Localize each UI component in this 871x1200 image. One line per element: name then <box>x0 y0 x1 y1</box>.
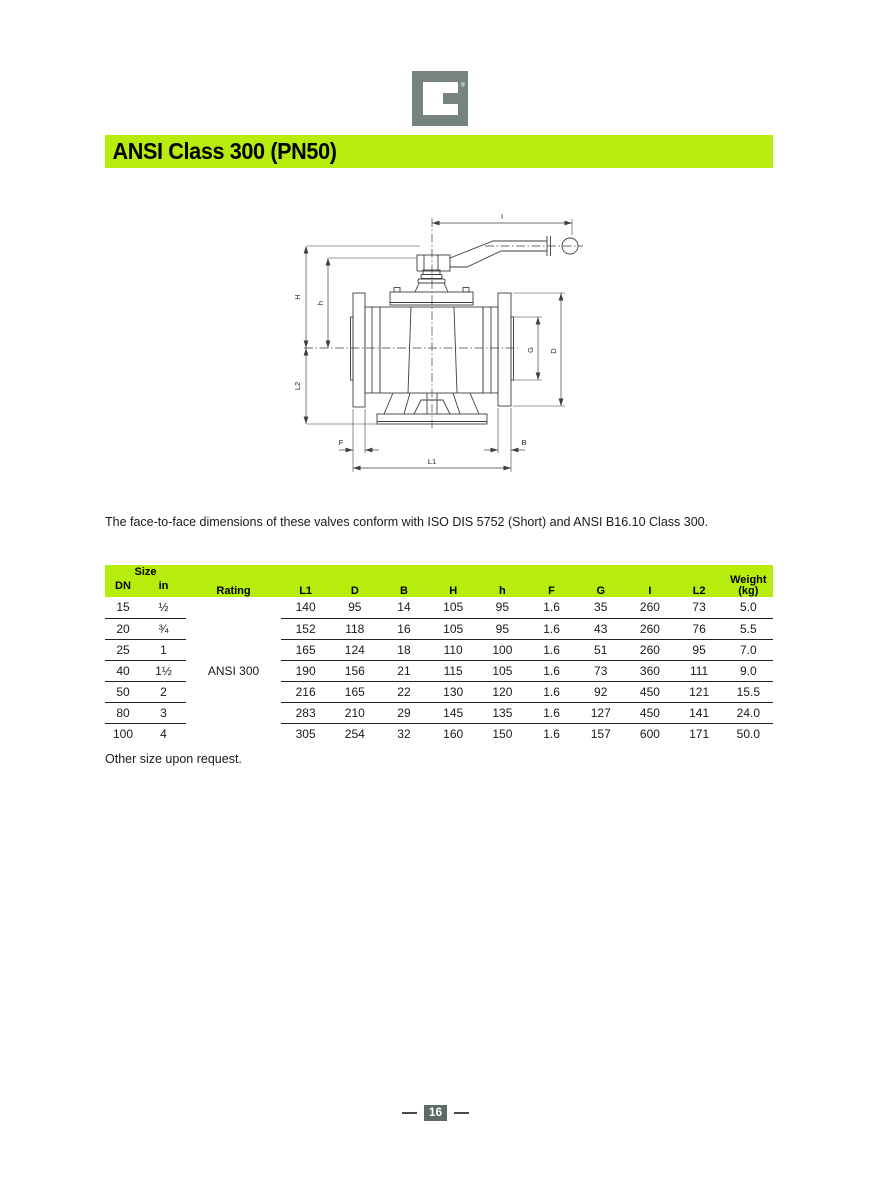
cell-value: 73 <box>576 660 625 681</box>
cell-value: 600 <box>625 723 674 744</box>
cell-dn: 80 <box>105 702 141 723</box>
cell-value: 450 <box>625 702 674 723</box>
header-size: Size <box>105 565 186 579</box>
cell-value: 15.5 <box>724 681 773 702</box>
cell-value: 14 <box>397 600 411 615</box>
cell-value: 171 <box>675 723 724 744</box>
centerlines-group <box>304 218 583 431</box>
cell-value: 16 <box>379 618 428 639</box>
cell-value: 216 <box>281 681 330 702</box>
cell-value: 22 <box>379 681 428 702</box>
header-weight-line1: Weight <box>730 574 767 586</box>
cell-value: 95 <box>495 600 510 615</box>
cell-value: 260 <box>625 618 674 639</box>
header-dn: DN <box>105 579 141 597</box>
cell-value: 130 <box>429 681 478 702</box>
cell-value: 105 <box>478 660 527 681</box>
footer-dash-left <box>402 1112 417 1114</box>
cell-in: 4 <box>141 723 186 744</box>
page-footer <box>0 1104 871 1122</box>
cell-value: 450 <box>625 681 674 702</box>
cell-value: 100 <box>478 639 527 660</box>
cell-value: 1.6 <box>527 681 576 702</box>
cell-value: 152 <box>281 618 330 639</box>
cell-in: ¾ <box>141 618 186 639</box>
cell-value: 360 <box>625 660 674 681</box>
table-header <box>105 565 773 597</box>
cell-dn: 25 <box>105 639 141 660</box>
footer-dash-right <box>454 1112 469 1114</box>
cell-value: 29 <box>379 702 428 723</box>
header-weight-line2: (kg) <box>738 585 759 597</box>
cell-value: 21 <box>379 660 428 681</box>
cell-value: 165 <box>281 639 330 660</box>
cell-value: 115 <box>429 660 478 681</box>
rating-cell: ANSI 300 <box>207 663 260 678</box>
cell-in: 1½ <box>141 660 186 681</box>
registered-trademark-mark: ® <box>460 83 465 89</box>
cell-dn: 40 <box>105 660 141 681</box>
cell-value: 1.6 <box>543 600 560 615</box>
cell-value: 121 <box>675 681 724 702</box>
cell-value: 51 <box>576 639 625 660</box>
cell-value: 1.6 <box>527 723 576 744</box>
page-number: 16 <box>424 1105 447 1121</box>
cell-value: 165 <box>330 681 379 702</box>
cell-value: 157 <box>576 723 625 744</box>
valve-outline-group <box>351 236 579 424</box>
header-H: H <box>429 565 478 597</box>
cell-value: 1.6 <box>527 618 576 639</box>
header-I: I <box>625 565 674 597</box>
cell-value: 110 <box>429 639 478 660</box>
cell-dn: 50 <box>105 681 141 702</box>
table-footnote: Other size upon request. <box>105 752 242 766</box>
cell-value: 120 <box>478 681 527 702</box>
cell-value: 43 <box>576 618 625 639</box>
header-h: h <box>478 565 527 597</box>
cell-value: 5.0 <box>740 600 757 615</box>
page-title: ANSI Class 300 (PN50) <box>112 138 337 164</box>
cell-value: 260 <box>639 600 660 615</box>
header-in: in <box>141 579 186 597</box>
extension-lines-group <box>307 219 572 472</box>
cell-dn: 20 <box>105 618 141 639</box>
cell-value: 95 <box>348 600 362 615</box>
dim-label-h: h <box>316 300 325 306</box>
cell-value: 1.6 <box>527 639 576 660</box>
header-B: B <box>379 565 428 597</box>
cell-value: 95 <box>478 618 527 639</box>
table-row <box>105 597 773 618</box>
cell-value: 140 <box>295 600 316 615</box>
cell-value: 150 <box>478 723 527 744</box>
cell-value: 160 <box>429 723 478 744</box>
cell-value: 145 <box>429 702 478 723</box>
cell-value: 135 <box>478 702 527 723</box>
valve-technical-drawing <box>280 195 610 495</box>
cell-in: 1 <box>141 639 186 660</box>
dim-label-B: B <box>521 438 527 447</box>
cell-in: 3 <box>141 702 186 723</box>
brand-logo <box>412 71 468 126</box>
header-L1: L1 <box>281 565 330 597</box>
cell-value: 18 <box>379 639 428 660</box>
dim-label-L1: L1 <box>427 457 437 466</box>
cell-value: 118 <box>330 618 379 639</box>
dimension-labels-group <box>293 212 558 466</box>
cell-value: 305 <box>281 723 330 744</box>
cell-value: 9.0 <box>724 660 773 681</box>
cell-in: ½ <box>158 600 169 615</box>
dim-label-L2: L2 <box>293 381 302 391</box>
cell-value: 111 <box>675 660 724 681</box>
cell-value: 124 <box>330 639 379 660</box>
cell-value: 7.0 <box>724 639 773 660</box>
cell-value: 35 <box>594 600 608 615</box>
section-title-bar <box>105 135 773 168</box>
dim-label-G: G <box>526 347 535 353</box>
header-rating: Rating <box>186 565 281 597</box>
cell-value: 32 <box>379 723 428 744</box>
header-F: F <box>527 565 576 597</box>
cell-dn: 100 <box>105 723 141 744</box>
cell-value: 95 <box>675 639 724 660</box>
cell-value: 105 <box>429 618 478 639</box>
cell-value: 105 <box>443 600 464 615</box>
brand-logo-tab <box>443 93 468 104</box>
cell-value: 190 <box>281 660 330 681</box>
dim-label-F: F <box>338 438 344 447</box>
cell-value: 254 <box>330 723 379 744</box>
header-L2: L2 <box>675 565 724 597</box>
cell-value: 76 <box>675 618 724 639</box>
dim-label-D: D <box>549 348 558 354</box>
dimension-lines-group <box>306 223 572 468</box>
table-body <box>105 597 773 744</box>
cell-value: 260 <box>625 639 674 660</box>
cell-value: 1.6 <box>527 702 576 723</box>
cell-value: 92 <box>576 681 625 702</box>
cell-value: 24.0 <box>724 702 773 723</box>
header-weight <box>724 565 773 597</box>
cell-in: 2 <box>141 681 186 702</box>
dim-label-H: H <box>293 294 302 300</box>
cell-value: 210 <box>330 702 379 723</box>
cell-value: 127 <box>576 702 625 723</box>
cell-value: 73 <box>692 600 706 615</box>
header-D: D <box>330 565 379 597</box>
cell-value: 156 <box>330 660 379 681</box>
dimensions-table <box>105 565 773 744</box>
header-G: G <box>576 565 625 597</box>
cell-dn: 15 <box>116 600 130 615</box>
cell-value: 141 <box>675 702 724 723</box>
cell-value: 1.6 <box>527 660 576 681</box>
intro-text: The face-to-face dimensions of these valves conform with ISO DIS 5752 (Short) and ANSI B16.10 Class 300. <box>105 515 709 529</box>
cell-value: 50.0 <box>724 723 773 744</box>
dim-label-I: I <box>500 212 504 221</box>
cell-value: 283 <box>281 702 330 723</box>
cell-value: 5.5 <box>724 618 773 639</box>
